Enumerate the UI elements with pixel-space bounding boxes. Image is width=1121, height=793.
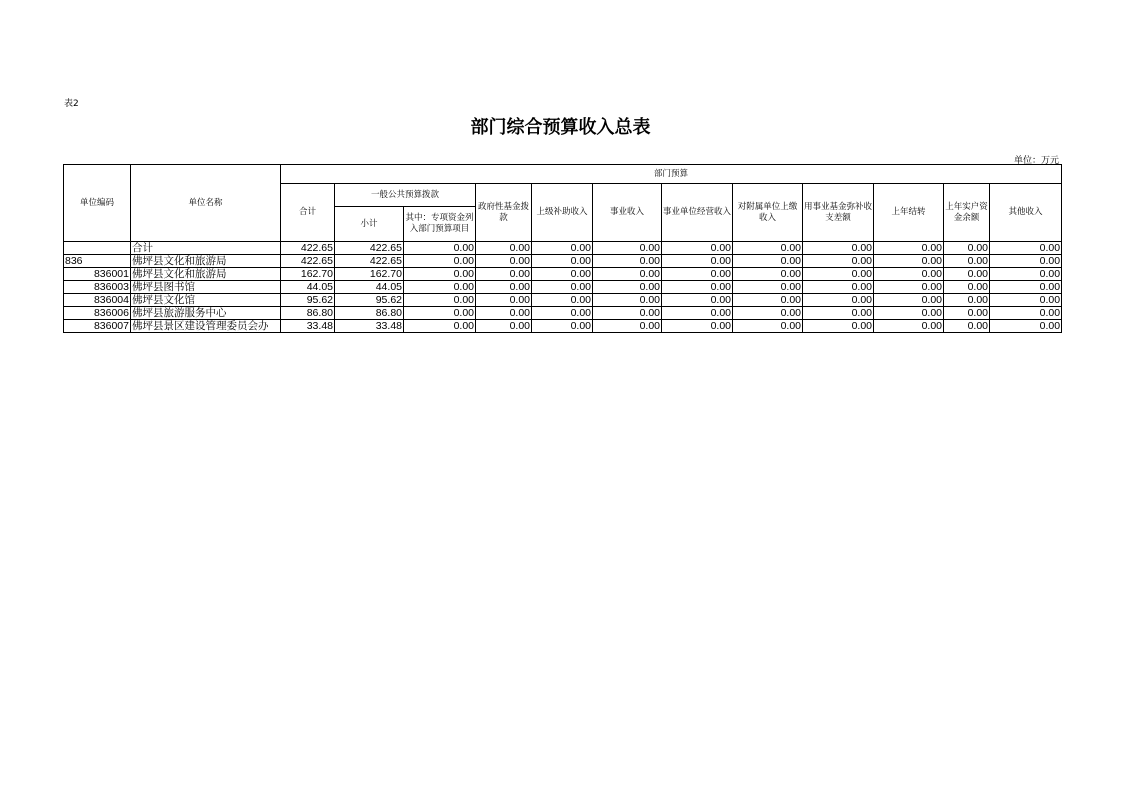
header-last-year-carryover: 上年结转 bbox=[874, 184, 944, 242]
value-cell: 0.00 bbox=[733, 255, 803, 268]
value-cell: 44.05 bbox=[335, 281, 404, 294]
unit-code-cell bbox=[64, 242, 131, 255]
value-cell: 0.00 bbox=[803, 242, 874, 255]
value-cell: 0.00 bbox=[874, 294, 944, 307]
unit-code-cell: 836004 bbox=[64, 294, 131, 307]
value-cell: 0.00 bbox=[476, 268, 532, 281]
value-cell: 0.00 bbox=[944, 294, 990, 307]
value-cell: 422.65 bbox=[281, 255, 335, 268]
value-cell: 0.00 bbox=[733, 268, 803, 281]
header-dept-budget: 部门预算 bbox=[281, 165, 1062, 184]
value-cell: 0.00 bbox=[803, 320, 874, 333]
value-cell: 0.00 bbox=[874, 255, 944, 268]
value-cell: 0.00 bbox=[733, 242, 803, 255]
value-cell: 44.05 bbox=[281, 281, 335, 294]
value-cell: 0.00 bbox=[476, 320, 532, 333]
value-cell: 0.00 bbox=[532, 281, 593, 294]
value-cell: 0.00 bbox=[990, 255, 1062, 268]
table-row bbox=[64, 307, 1062, 320]
value-cell: 0.00 bbox=[733, 281, 803, 294]
header-subordinate-income: 对附属单位上缴收入 bbox=[733, 184, 803, 242]
value-cell: 0.00 bbox=[662, 242, 733, 255]
value-cell: 0.00 bbox=[404, 255, 476, 268]
value-cell: 95.62 bbox=[281, 294, 335, 307]
value-cell: 422.65 bbox=[335, 255, 404, 268]
header-operating-income: 事业单位经营收入 bbox=[662, 184, 733, 242]
header-other-income: 其他收入 bbox=[990, 184, 1062, 242]
value-cell: 0.00 bbox=[593, 255, 662, 268]
table-row bbox=[64, 294, 1062, 307]
value-cell: 0.00 bbox=[593, 307, 662, 320]
value-cell: 0.00 bbox=[593, 268, 662, 281]
value-cell: 0.00 bbox=[662, 320, 733, 333]
value-cell: 0.00 bbox=[404, 281, 476, 294]
value-cell: 0.00 bbox=[733, 294, 803, 307]
table-row bbox=[64, 320, 1062, 333]
value-cell: 0.00 bbox=[803, 281, 874, 294]
value-cell: 0.00 bbox=[476, 307, 532, 320]
value-cell: 0.00 bbox=[944, 255, 990, 268]
value-cell: 0.00 bbox=[532, 320, 593, 333]
value-cell: 0.00 bbox=[874, 320, 944, 333]
value-cell: 0.00 bbox=[404, 268, 476, 281]
value-cell: 0.00 bbox=[532, 294, 593, 307]
page-title: 部门综合预算收入总表 bbox=[470, 117, 651, 138]
value-cell: 86.80 bbox=[335, 307, 404, 320]
value-cell: 0.00 bbox=[404, 294, 476, 307]
header-unit-code: 单位编码 bbox=[64, 165, 131, 242]
value-cell: 0.00 bbox=[803, 255, 874, 268]
value-cell: 0.00 bbox=[990, 281, 1062, 294]
header-special-funds: 其中：专项资金列入部门预算项目 bbox=[404, 207, 476, 242]
unit-name-cell: 佛坪县文化和旅游局 bbox=[131, 255, 281, 268]
value-cell: 0.00 bbox=[944, 242, 990, 255]
value-cell: 0.00 bbox=[803, 268, 874, 281]
value-cell: 0.00 bbox=[803, 294, 874, 307]
header-unit-name: 单位名称 bbox=[131, 165, 281, 242]
unit-name-cell: 佛坪县文化馆 bbox=[131, 294, 281, 307]
value-cell: 0.00 bbox=[874, 307, 944, 320]
unit-code-cell: 836003 bbox=[64, 281, 131, 294]
header-last-year-balance: 上年实户资金余额 bbox=[944, 184, 990, 242]
unit-code-cell: 836001 bbox=[64, 268, 131, 281]
value-cell: 0.00 bbox=[874, 281, 944, 294]
value-cell: 0.00 bbox=[476, 255, 532, 268]
value-cell: 422.65 bbox=[335, 242, 404, 255]
value-cell: 0.00 bbox=[990, 294, 1062, 307]
value-cell: 0.00 bbox=[874, 268, 944, 281]
value-cell: 0.00 bbox=[944, 320, 990, 333]
table-row bbox=[64, 255, 1062, 268]
value-cell: 0.00 bbox=[662, 255, 733, 268]
table-number-label: 表2 bbox=[64, 99, 79, 109]
value-cell: 0.00 bbox=[662, 294, 733, 307]
value-cell: 0.00 bbox=[404, 307, 476, 320]
unit-name-cell: 合计 bbox=[131, 242, 281, 255]
budget-income-table bbox=[63, 164, 1062, 333]
header-business-income: 事业收入 bbox=[593, 184, 662, 242]
unit-code-cell: 836006 bbox=[64, 307, 131, 320]
unit-name-cell: 佛坪县景区建设管理委员会办 bbox=[131, 320, 281, 333]
value-cell: 0.00 bbox=[990, 320, 1062, 333]
unit-code-cell: 836 bbox=[64, 255, 131, 268]
value-cell: 0.00 bbox=[593, 281, 662, 294]
value-cell: 0.00 bbox=[532, 255, 593, 268]
value-cell: 0.00 bbox=[532, 242, 593, 255]
value-cell: 0.00 bbox=[593, 320, 662, 333]
value-cell: 0.00 bbox=[532, 268, 593, 281]
value-cell: 0.00 bbox=[990, 242, 1062, 255]
unit-label: 单位：万元 bbox=[1013, 156, 1059, 166]
value-cell: 95.62 bbox=[335, 294, 404, 307]
value-cell: 0.00 bbox=[662, 268, 733, 281]
value-cell: 0.00 bbox=[476, 242, 532, 255]
value-cell: 33.48 bbox=[281, 320, 335, 333]
header-subtotal: 小计 bbox=[335, 207, 404, 242]
value-cell: 0.00 bbox=[404, 242, 476, 255]
value-cell: 0.00 bbox=[476, 281, 532, 294]
header-upper-subsidy: 上级补助收入 bbox=[532, 184, 593, 242]
value-cell: 0.00 bbox=[944, 307, 990, 320]
value-cell: 0.00 bbox=[593, 242, 662, 255]
value-cell: 0.00 bbox=[532, 307, 593, 320]
header-total: 合计 bbox=[281, 184, 335, 242]
value-cell: 0.00 bbox=[593, 294, 662, 307]
value-cell: 0.00 bbox=[733, 307, 803, 320]
value-cell: 33.48 bbox=[335, 320, 404, 333]
value-cell: 0.00 bbox=[990, 268, 1062, 281]
unit-name-cell: 佛坪县图书馆 bbox=[131, 281, 281, 294]
value-cell: 0.00 bbox=[990, 307, 1062, 320]
value-cell: 0.00 bbox=[944, 281, 990, 294]
value-cell: 422.65 bbox=[281, 242, 335, 255]
value-cell: 0.00 bbox=[944, 268, 990, 281]
header-general-budget: 一般公共预算拨款 bbox=[335, 184, 476, 207]
table-row bbox=[64, 281, 1062, 294]
value-cell: 0.00 bbox=[803, 307, 874, 320]
table-row bbox=[64, 268, 1062, 281]
value-cell: 0.00 bbox=[662, 281, 733, 294]
value-cell: 0.00 bbox=[874, 242, 944, 255]
unit-name-cell: 佛坪县文化和旅游局 bbox=[131, 268, 281, 281]
value-cell: 162.70 bbox=[281, 268, 335, 281]
unit-name-cell: 佛坪县旅游服务中心 bbox=[131, 307, 281, 320]
value-cell: 0.00 bbox=[733, 320, 803, 333]
value-cell: 0.00 bbox=[476, 294, 532, 307]
header-gov-fund: 政府性基金拨款 bbox=[476, 184, 532, 242]
value-cell: 0.00 bbox=[662, 307, 733, 320]
unit-code-cell: 836007 bbox=[64, 320, 131, 333]
value-cell: 86.80 bbox=[281, 307, 335, 320]
value-cell: 162.70 bbox=[335, 268, 404, 281]
header-fund-supplement: 用事业基金弥补收支差额 bbox=[803, 184, 874, 242]
table-row bbox=[64, 242, 1062, 255]
value-cell: 0.00 bbox=[404, 320, 476, 333]
